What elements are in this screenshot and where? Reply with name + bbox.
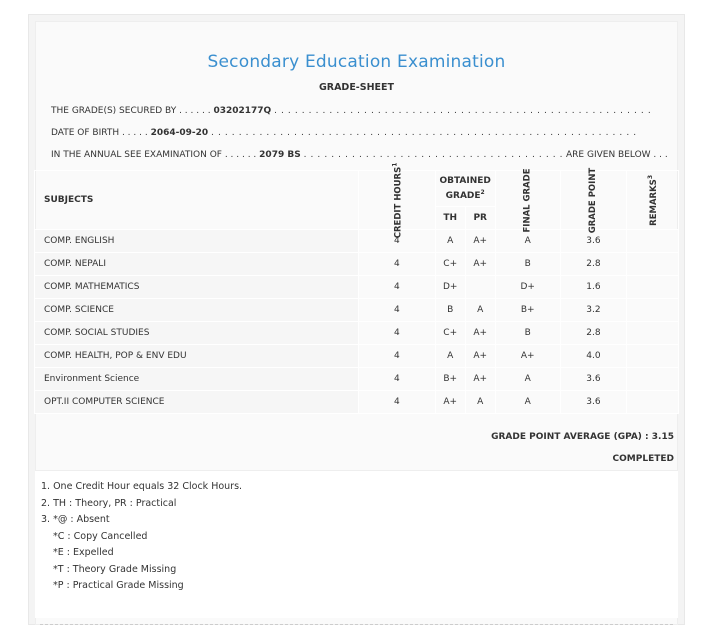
subject-cell: COMP. MATHEMATICS	[35, 276, 359, 299]
secured-by-line	[51, 106, 651, 116]
final-grade-cell: B	[495, 253, 560, 276]
final-grade-cell: A+	[495, 345, 560, 368]
remarks-cell	[627, 368, 679, 391]
exam-dots: . . . . . . . . . . . . . . . . . . . . . . . . . . . . . . . . . . . . . .	[303, 150, 564, 160]
pr-header: PR	[465, 206, 495, 229]
grade-point-cell: 2.8	[560, 322, 626, 345]
footnote-item: *T : Theory Grade Missing	[53, 563, 177, 575]
remarks-cell	[627, 322, 679, 345]
table-row	[35, 299, 679, 322]
table-row	[35, 230, 679, 253]
exam-suffix: ARE GIVEN BELOW . . .	[566, 150, 668, 160]
exam-line	[51, 150, 668, 160]
exam-label: IN THE ANNUAL SEE EXAMINATION OF . . . . . .	[51, 150, 257, 160]
symbol-number: 03202177Q	[213, 106, 272, 116]
table-row	[35, 368, 679, 391]
subject-cell: Environment Science	[35, 368, 359, 391]
remarks-cell	[627, 391, 679, 414]
remarks-cell	[627, 299, 679, 322]
obtained-grade-header: OBTAINED GRADE$^2$	[435, 171, 495, 207]
credit-hours-header: CREDIT HOURS$^1$	[359, 171, 436, 230]
credit-cell: 4	[359, 345, 436, 368]
credit-cell: 4	[359, 253, 436, 276]
th-grade-cell: B	[435, 299, 465, 322]
subject-cell: COMP. SCIENCE	[35, 299, 359, 322]
final-grade-cell: D+	[495, 276, 560, 299]
th-grade-cell: A	[435, 345, 465, 368]
pr-grade-cell: A	[465, 299, 495, 322]
grade-point-cell: 3.6	[560, 230, 626, 253]
credit-cell: 4	[359, 368, 436, 391]
remarks-cell	[627, 345, 679, 368]
credit-cell: 4	[359, 276, 436, 299]
th-grade-cell: C+	[435, 253, 465, 276]
remarks-header: REMARKS$^3$	[627, 171, 679, 230]
footnote-item: 1. One Credit Hour equals 32 Clock Hours.	[41, 481, 243, 492]
pr-grade-cell: A+	[465, 345, 495, 368]
grade-point-cell: 3.6	[560, 368, 626, 391]
grade-point-header: GRADE POINT	[560, 171, 626, 230]
pr-grade-cell	[465, 276, 495, 299]
footnote-item: *E : Expelled	[53, 547, 114, 558]
credit-cell: 4	[359, 322, 436, 345]
dob-line	[51, 128, 637, 138]
grade-point-cell: 2.8	[560, 253, 626, 276]
grade-point-cell: 3.6	[560, 391, 626, 414]
final-grade-header: FINAL GRADE	[495, 171, 560, 230]
exam-year: 2079 BS	[259, 150, 301, 160]
footnotes	[35, 470, 678, 618]
dob-dots: . . . . . . . . . . . . . . . . . . . . . . . . . . . . . . . . . . . . . . . . . . . . . . . . . . . . . . . . . . . . . .	[211, 128, 637, 138]
credit-cell: 4	[359, 299, 436, 322]
dob-value: 2064-09-20	[150, 128, 209, 138]
gradesheet-subtitle: GRADE-SHEET	[318, 82, 395, 93]
grade-point-cell: 3.2	[560, 299, 626, 322]
secured-by-dots: . . . . . . . . . . . . . . . . . . . . . . . . . . . . . . . . . . . . . . . . . . . . . . . . . . . . . . .	[274, 106, 652, 116]
table-row	[35, 276, 679, 299]
subject-cell: COMP. ENGLISH	[35, 230, 359, 253]
footnote-item: *P : Practical Grade Missing	[53, 580, 184, 591]
final-grade-cell: A	[495, 368, 560, 391]
final-grade-cell: B+	[495, 299, 560, 322]
remarks-cell	[627, 230, 679, 253]
th-grade-cell: C+	[435, 322, 465, 345]
subjects-header: SUBJECTS	[35, 171, 359, 230]
pr-grade-cell: A+	[465, 368, 495, 391]
credit-cell: 4	[359, 230, 436, 253]
th-header: TH	[435, 206, 465, 229]
table-row	[35, 253, 679, 276]
pr-grade-cell: A+	[465, 322, 495, 345]
gpa-summary: GRADE POINT AVERAGE (GPA) : 3.15	[491, 432, 674, 442]
grade-point-cell: 1.6	[560, 276, 626, 299]
footnote-item: *C : Copy Cancelled	[53, 530, 148, 542]
pr-grade-cell: A+	[465, 230, 495, 253]
table-row	[35, 391, 679, 414]
secured-by-label: THE GRADE(S) SECURED BY . . . . . .	[51, 106, 211, 116]
th-grade-cell: A+	[435, 391, 465, 414]
remarks-cell	[627, 253, 679, 276]
table-row	[35, 322, 679, 345]
subject-cell: COMP. HEALTH, POP & ENV EDU	[35, 345, 359, 368]
subject-cell: OPT.II COMPUTER SCIENCE	[35, 391, 359, 414]
final-grade-cell: A	[495, 391, 560, 414]
exam-title: Secondary Education Examination	[207, 52, 506, 72]
grade-point-cell: 4.0	[560, 345, 626, 368]
subject-cell: COMP. SOCIAL STUDIES	[35, 322, 359, 345]
pr-grade-cell: A+	[465, 253, 495, 276]
credit-cell: 4	[359, 391, 436, 414]
final-grade-cell: B	[495, 322, 560, 345]
footnote-item: 3. *@ : Absent	[41, 514, 110, 525]
pr-grade-cell: A	[465, 391, 495, 414]
th-grade-cell: B+	[435, 368, 465, 391]
final-grade-cell: A	[495, 230, 560, 253]
th-grade-cell: D+	[435, 276, 465, 299]
table-row	[35, 345, 679, 368]
footnote-item: 2. TH : Theory, PR : Practical	[41, 497, 177, 509]
grades-table	[34, 162, 679, 414]
remarks-cell	[627, 276, 679, 299]
completion-status: COMPLETED	[612, 454, 674, 464]
dob-label: DATE OF BIRTH . . . . .	[51, 128, 148, 138]
th-grade-cell: A	[435, 230, 465, 253]
subject-cell: COMP. NEPALI	[35, 253, 359, 276]
